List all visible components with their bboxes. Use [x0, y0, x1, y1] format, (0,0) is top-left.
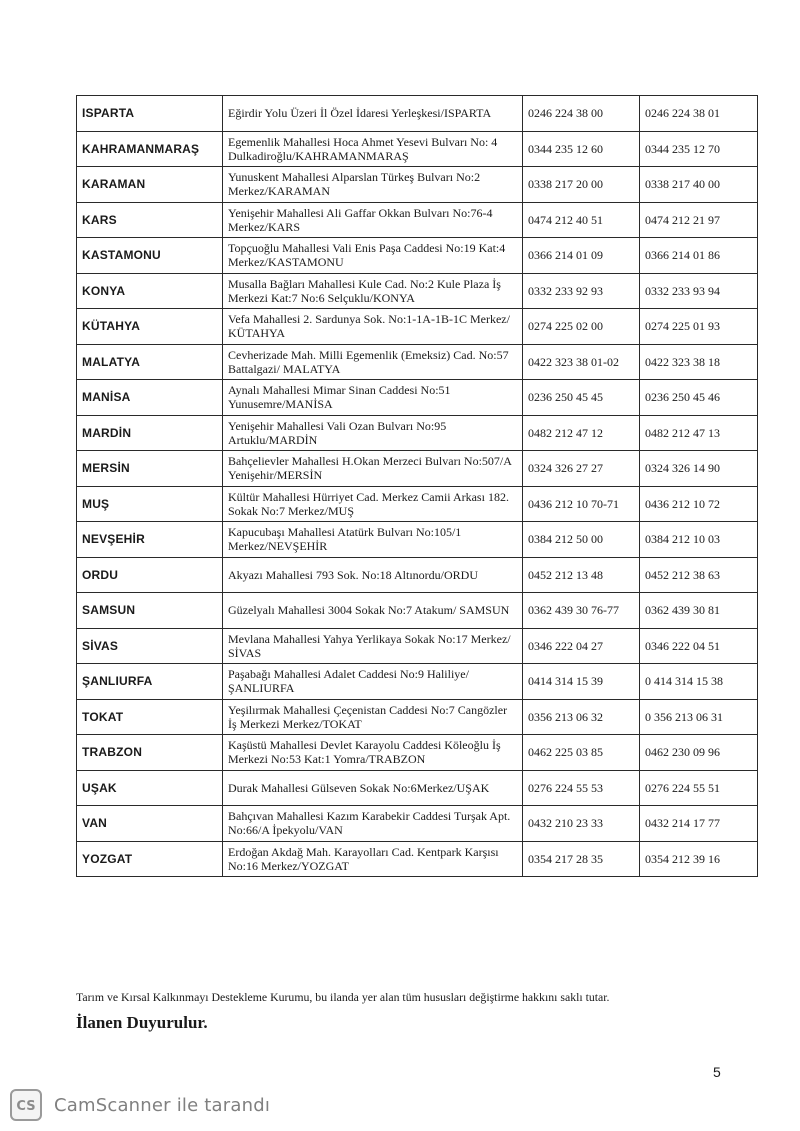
- table-row: [77, 238, 758, 274]
- city-cell: NEVŞEHİR: [77, 522, 223, 558]
- address-cell: Erdoğan Akdağ Mah. Karayolları Cad. Kentpark Karşısı No:16 Merkez/YOZGAT: [223, 841, 523, 877]
- offices-table: [76, 95, 758, 877]
- table-row: [77, 380, 758, 416]
- address-cell: Aynalı Mahallesi Mimar Sinan Caddesi No:51 Yunusemre/MANİSA: [223, 380, 523, 416]
- address-cell: Bahçıvan Mahallesi Kazım Karabekir Caddesi Turşak Apt. No:66/A İpekyolu/VAN: [223, 806, 523, 842]
- fax-cell: 0346 222 04 51: [640, 628, 758, 664]
- table-row: [77, 664, 758, 700]
- fax-cell: 0274 225 01 93: [640, 309, 758, 345]
- city-cell: ORDU: [77, 557, 223, 593]
- phone-cell: 0462 225 03 85: [523, 735, 640, 771]
- city-cell: KAHRAMANMARAŞ: [77, 131, 223, 167]
- city-cell: UŞAK: [77, 770, 223, 806]
- table-row: [77, 699, 758, 735]
- table-row: [77, 131, 758, 167]
- phone-cell: 0384 212 50 00: [523, 522, 640, 558]
- table-row: [77, 451, 758, 487]
- city-cell: KASTAMONU: [77, 238, 223, 274]
- phone-cell: 0474 212 40 51: [523, 202, 640, 238]
- phone-cell: 0354 217 28 35: [523, 841, 640, 877]
- fax-cell: 0332 233 93 94: [640, 273, 758, 309]
- phone-cell: 0436 212 10 70-71: [523, 486, 640, 522]
- address-cell: Cevherizade Mah. Milli Egemenlik (Emeksiz) Cad. No:57 Battalgazi/ MALATYA: [223, 344, 523, 380]
- fax-cell: 0462 230 09 96: [640, 735, 758, 771]
- phone-cell: 0482 212 47 12: [523, 415, 640, 451]
- city-cell: ISPARTA: [77, 96, 223, 132]
- fax-cell: 0422 323 38 18: [640, 344, 758, 380]
- table-row: [77, 735, 758, 771]
- city-cell: TOKAT: [77, 699, 223, 735]
- fax-cell: 0474 212 21 97: [640, 202, 758, 238]
- table-row: [77, 486, 758, 522]
- watermark-text: CamScanner ile tarandı: [54, 1094, 271, 1116]
- camscanner-logo-icon: [10, 1089, 42, 1121]
- fax-cell: 0482 212 47 13: [640, 415, 758, 451]
- fax-cell: 0 414 314 15 38: [640, 664, 758, 700]
- city-cell: MERSİN: [77, 451, 223, 487]
- table-row: [77, 344, 758, 380]
- table-row: [77, 202, 758, 238]
- address-cell: Vefa Mahallesi 2. Sardunya Sok. No:1-1A-1B-1C Merkez/ KÜTAHYA: [223, 309, 523, 345]
- phone-cell: 0332 233 92 93: [523, 273, 640, 309]
- table-row: [77, 415, 758, 451]
- phone-cell: 0362 439 30 76-77: [523, 593, 640, 629]
- table-row: [77, 557, 758, 593]
- camscanner-logo-text: CS: [16, 1099, 36, 1114]
- address-cell: Mevlana Mahallesi Yahya Yerlikaya Sokak No:17 Merkez/ SİVAS: [223, 628, 523, 664]
- fax-cell: 0384 212 10 03: [640, 522, 758, 558]
- table-row: [77, 167, 758, 203]
- notice-text: Tarım ve Kırsal Kalkınmayı Destekleme Kurumu, bu ilanda yer alan tüm hususları değiştirme hakkını saklı tutar.: [76, 990, 610, 1004]
- city-cell: YOZGAT: [77, 841, 223, 877]
- fax-cell: 0246 224 38 01: [640, 96, 758, 132]
- address-cell: Yenişehir Mahallesi Vali Ozan Bulvarı No:95 Artuklu/MARDİN: [223, 415, 523, 451]
- city-cell: TRABZON: [77, 735, 223, 771]
- phone-cell: 0356 213 06 32: [523, 699, 640, 735]
- table-row: [77, 309, 758, 345]
- city-cell: KONYA: [77, 273, 223, 309]
- city-cell: SAMSUN: [77, 593, 223, 629]
- city-cell: MALATYA: [77, 344, 223, 380]
- fax-cell: 0354 212 39 16: [640, 841, 758, 877]
- phone-cell: 0344 235 12 60: [523, 131, 640, 167]
- fax-cell: 0338 217 40 00: [640, 167, 758, 203]
- phone-cell: 0432 210 23 33: [523, 806, 640, 842]
- fax-cell: 0344 235 12 70: [640, 131, 758, 167]
- address-cell: Eğirdir Yolu Üzeri İl Özel İdaresi Yerleşkesi/ISPARTA: [223, 96, 523, 132]
- city-cell: KÜTAHYA: [77, 309, 223, 345]
- address-cell: Güzelyalı Mahallesi 3004 Sokak No:7 Atakum/ SAMSUN: [223, 593, 523, 629]
- city-cell: MUŞ: [77, 486, 223, 522]
- city-cell: SİVAS: [77, 628, 223, 664]
- table-row: [77, 593, 758, 629]
- address-cell: Paşabağı Mahallesi Adalet Caddesi No:9 Haliliye/ ŞANLIURFA: [223, 664, 523, 700]
- phone-cell: 0276 224 55 53: [523, 770, 640, 806]
- table-row: [77, 628, 758, 664]
- address-cell: Akyazı Mahallesi 793 Sok. No:18 Altınordu/ORDU: [223, 557, 523, 593]
- city-cell: ŞANLIURFA: [77, 664, 223, 700]
- camscanner-watermark: [10, 1089, 270, 1121]
- phone-cell: 0422 323 38 01-02: [523, 344, 640, 380]
- city-cell: KARAMAN: [77, 167, 223, 203]
- announcement-heading: İlanen Duyurulur.: [76, 1013, 208, 1032]
- phone-cell: 0274 225 02 00: [523, 309, 640, 345]
- phone-cell: 0246 224 38 00: [523, 96, 640, 132]
- address-cell: Kültür Mahallesi Hürriyet Cad. Merkez Camii Arkası 182. Sokak No:7 Merkez/MUŞ: [223, 486, 523, 522]
- phone-cell: 0338 217 20 00: [523, 167, 640, 203]
- city-cell: KARS: [77, 202, 223, 238]
- fax-cell: 0436 212 10 72: [640, 486, 758, 522]
- address-cell: Egemenlik Mahallesi Hoca Ahmet Yesevi Bulvarı No: 4 Dulkadiroğlu/KAHRAMANMARAŞ: [223, 131, 523, 167]
- address-cell: Topçuoğlu Mahallesi Vali Enis Paşa Caddesi No:19 Kat:4 Merkez/KASTAMONU: [223, 238, 523, 274]
- fax-cell: 0276 224 55 51: [640, 770, 758, 806]
- address-cell: Bahçelievler Mahallesi H.Okan Merzeci Bulvarı No:507/A Yenişehir/MERSİN: [223, 451, 523, 487]
- fax-cell: 0 356 213 06 31: [640, 699, 758, 735]
- city-cell: MARDİN: [77, 415, 223, 451]
- fax-cell: 0362 439 30 81: [640, 593, 758, 629]
- table-row: [77, 522, 758, 558]
- table-row: [77, 770, 758, 806]
- table-row: [77, 841, 758, 877]
- page-number: 5: [713, 1064, 721, 1080]
- address-cell: Yunuskent Mahallesi Alparslan Türkeş Bulvarı No:2 Merkez/KARAMAN: [223, 167, 523, 203]
- phone-cell: 0236 250 45 45: [523, 380, 640, 416]
- phone-cell: 0346 222 04 27: [523, 628, 640, 664]
- offices-table-body: [77, 96, 758, 877]
- fax-cell: 0236 250 45 46: [640, 380, 758, 416]
- address-cell: Yeşilırmak Mahallesi Çeçenistan Caddesi No:7 Cangözler İş Merkezi Merkez/TOKAT: [223, 699, 523, 735]
- address-cell: Kapucubaşı Mahallesi Atatürk Bulvarı No:105/1 Merkez/NEVŞEHİR: [223, 522, 523, 558]
- address-cell: Yenişehir Mahallesi Ali Gaffar Okkan Bulvarı No:76-4 Merkez/KARS: [223, 202, 523, 238]
- table-row: [77, 273, 758, 309]
- address-cell: Kaşüstü Mahallesi Devlet Karayolu Caddesi Köleoğlu İş Merkezi No:53 Kat:1 Yomra/TRABZON: [223, 735, 523, 771]
- phone-cell: 0452 212 13 48: [523, 557, 640, 593]
- address-cell: Musalla Bağları Mahallesi Kule Cad. No:2 Kule Plaza İş Merkezi Kat:7 No:6 Selçuklu/KONYA: [223, 273, 523, 309]
- phone-cell: 0414 314 15 39: [523, 664, 640, 700]
- fax-cell: 0432 214 17 77: [640, 806, 758, 842]
- city-cell: VAN: [77, 806, 223, 842]
- table-row: [77, 806, 758, 842]
- fax-cell: 0324 326 14 90: [640, 451, 758, 487]
- phone-cell: 0366 214 01 09: [523, 238, 640, 274]
- fax-cell: 0366 214 01 86: [640, 238, 758, 274]
- table-row: [77, 96, 758, 132]
- fax-cell: 0452 212 38 63: [640, 557, 758, 593]
- phone-cell: 0324 326 27 27: [523, 451, 640, 487]
- address-cell: Durak Mahallesi Gülseven Sokak No:6Merkez/UŞAK: [223, 770, 523, 806]
- city-cell: MANİSA: [77, 380, 223, 416]
